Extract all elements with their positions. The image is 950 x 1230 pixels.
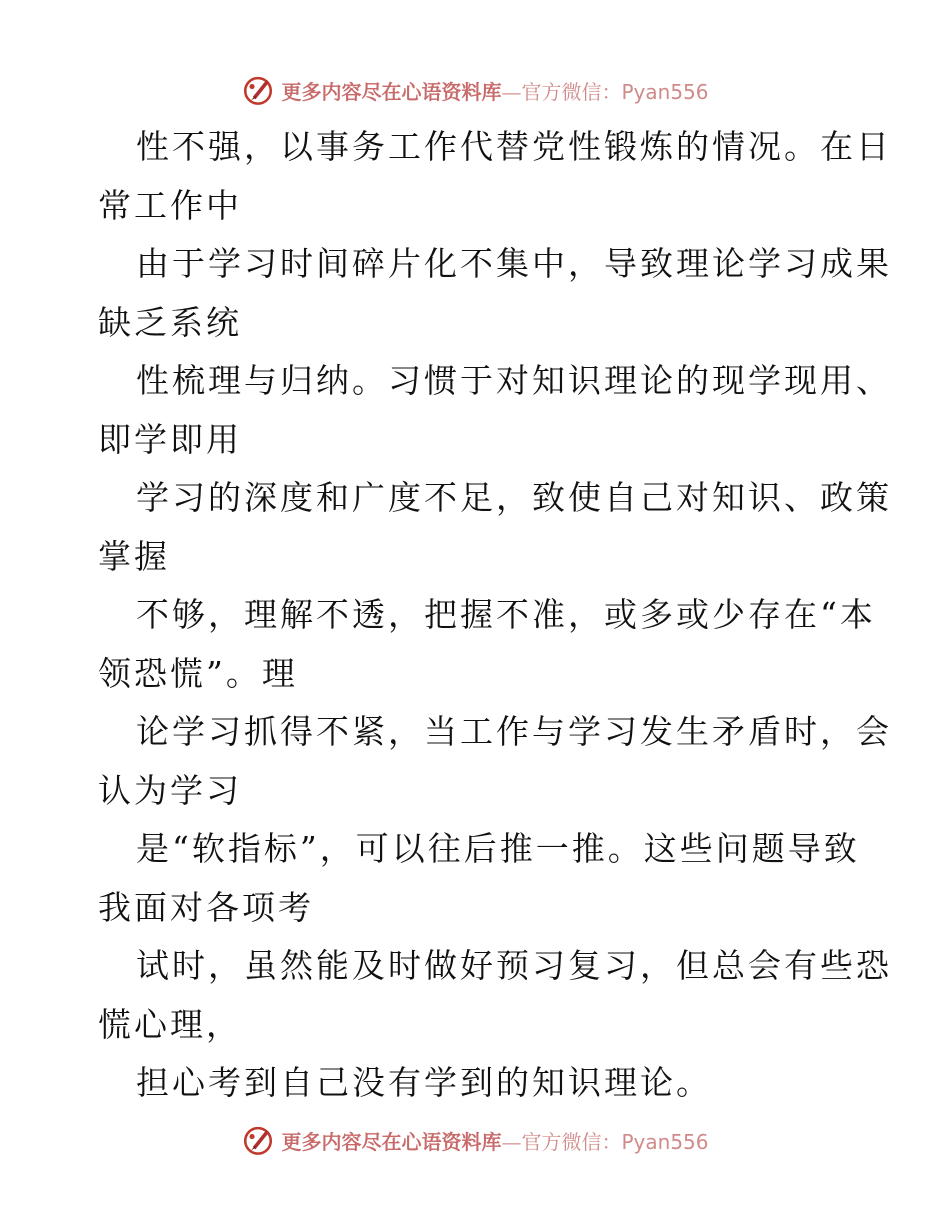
watermark-side: 官方微信： xyxy=(521,1129,622,1154)
text-line: 性梳理与归纳。习惯于对知识理论的现学现用、 xyxy=(136,361,892,400)
quill-pen-logo-icon xyxy=(241,1123,275,1157)
watermark-text xyxy=(281,76,708,105)
text-line: 领恐慌”。理 xyxy=(98,653,298,693)
quill-pen-logo-icon xyxy=(241,73,275,107)
text-line: 论学习抓得不紧，当工作与学习发生矛盾时，会 xyxy=(136,712,892,751)
text-line: 慌心理， xyxy=(98,1004,242,1044)
text-line: 试时，虽然能及时做好预习复习，但总会有些恐 xyxy=(136,946,892,985)
text-line: 是“软指标”，可以往后推一推。这些问题导致 xyxy=(136,829,860,868)
text-line: 不够，理解不透，把握不准，或多或少存在“本 xyxy=(136,595,876,634)
watermark-id: Pyan556 xyxy=(621,79,709,104)
watermark-dash: — xyxy=(501,1129,522,1154)
text-line: 常工作中 xyxy=(98,185,242,225)
header-watermark xyxy=(0,70,950,110)
text-line: 认为学习 xyxy=(98,770,242,810)
text-line: 由于学习时间碎片化不集中，导致理论学习成果 xyxy=(136,244,892,283)
watermark-main: 更多内容尽在心语资料库 xyxy=(281,79,502,104)
watermark-id: Pyan556 xyxy=(621,1129,709,1154)
text-line: 学习的深度和广度不足，致使自己对知识、政策 xyxy=(136,478,892,517)
watermark-side: 官方微信： xyxy=(521,79,622,104)
document-body xyxy=(98,118,892,1113)
watermark-main: 更多内容尽在心语资料库 xyxy=(281,1129,502,1154)
footer-watermark xyxy=(0,1120,950,1160)
text-line: 即学即用 xyxy=(98,419,242,459)
text-line: 性不强，以事务工作代替党性锻炼的情况。在日 xyxy=(136,127,892,166)
watermark-text xyxy=(281,1126,708,1155)
text-line: 掌握 xyxy=(98,536,170,576)
watermark-dash: — xyxy=(501,79,522,104)
text-line: 担心考到自己没有学到的知识理论。 xyxy=(136,1063,712,1102)
text-line: 缺乏系统 xyxy=(98,302,242,342)
text-line: 我面对各项考 xyxy=(98,887,314,927)
